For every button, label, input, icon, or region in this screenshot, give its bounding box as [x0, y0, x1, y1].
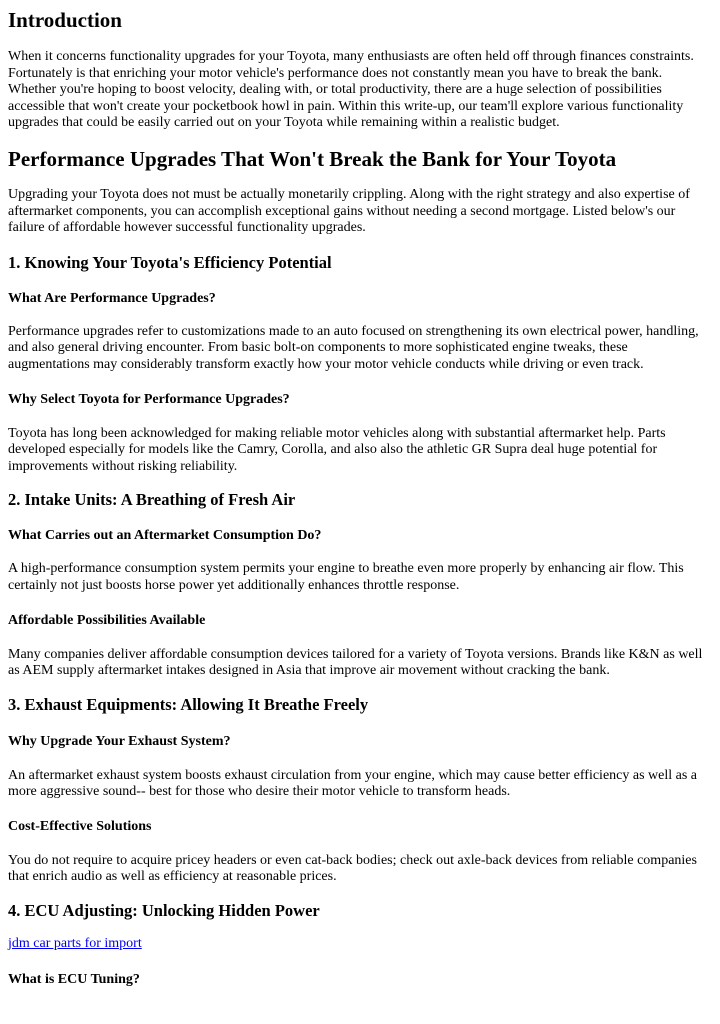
section-1-sub-2-paragraph: Toyota has long been acknowledged for making reliable motor vehicles along with substantial aftermarket help. Parts developed especially for models like the Camry, Corolla, and also also the athletic GR Supra deal huge potential for improvements without risking reliability.	[8, 425, 666, 474]
section-3-sub-1-paragraph: An aftermarket exhaust system boosts exhaust circulation from your engine, which may cause better efficiency as well as a more aggressive sound-- best for those who desire their motor vehicle to transform heads.	[8, 767, 698, 800]
section-2-sub-1-paragraph: A high-performance consumption system permits your engine to breathe even more properly by enhancing air flow. This certainly not just boosts horse power yet additionally enhances throttle response.	[8, 561, 684, 593]
section-3-sub-1-heading: Why Upgrade Your Exhaust System?	[8, 733, 231, 749]
section-2-sub-2-paragraph: Many companies deliver affordable consumption devices tailored for a variety of Toyota versions. Brands like K&N as well as AEM supply aftermarket intakes designed in Asia that improve air movement without cracking the bank.	[8, 646, 703, 679]
section-2-sub-1-heading: What Carries out an Aftermarket Consumption Do?	[8, 528, 322, 544]
jdm-parts-link[interactable]: jdm car parts for import	[8, 936, 142, 952]
section-1-sub-2-heading: Why Select Toyota for Performance Upgrades?	[8, 391, 290, 407]
article	[0, 7, 720, 989]
section-1-sub-1-heading: What Are Performance Upgrades?	[8, 290, 216, 306]
intro-paragraph: When it concerns functionality upgrades for your Toyota, many enthusiasts are often held off through finances constraints. Fortunately is that enriching your motor vehicle's performance does not constantly mean you have to break the bank. Whether you're hoping to boost velocity, dealing with, or total productivity, there are a huge selection of possibilities accessible that won't create your pocketbook howl in pain. Within this write-up, our team'll explore various functionality upgrades that could be easily carried out on your Toyota while remaining within a realistic budget.	[8, 49, 694, 131]
main-heading: Performance Upgrades That Won't Break the Bank for Your Toyota	[8, 146, 617, 171]
section-4-sub-1-heading: What is ECU Tuning?	[8, 971, 140, 987]
section-2-sub-2-heading: Affordable Possibilities Available	[8, 612, 206, 628]
section-1-sub-1-paragraph: Performance upgrades refer to customizations made to an auto focused on strengthening its own electrical power, handling, and also general driving encounter. From basic bolt-on components to more sophisticated engine tweaks, these augmentations may considerably transform exactly how your motor vehicle conducts while driving or even track.	[8, 323, 699, 372]
section-3-sub-2-paragraph: You do not require to acquire pricey headers or even cat-back bodies; check out axle-back devices from reliable companies that enrich audio as well as efficiency at reasonable prices.	[8, 852, 697, 885]
section-1-heading: 1. Knowing Your Toyota's Efficiency Potential	[8, 252, 332, 272]
section-3-heading: 3. Exhaust Equipments: Allowing It Breathe Freely	[8, 694, 369, 714]
section-4-heading: 4. ECU Adjusting: Unlocking Hidden Power	[8, 901, 320, 921]
main-paragraph: Upgrading your Toyota does not must be actually monetarily crippling. Along with the right strategy and also expertise of aftermarket components, you can accomplish exceptional gains without needing a second mortgage. Listed below's our failure of affordable however successful functionality upgrades.	[8, 186, 690, 236]
section-2-heading: 2. Intake Units: A Breathing of Fresh Air	[8, 490, 296, 510]
section-3-sub-2-heading: Cost-Effective Solutions	[8, 818, 152, 834]
intro-heading: Introduction	[8, 8, 122, 32]
